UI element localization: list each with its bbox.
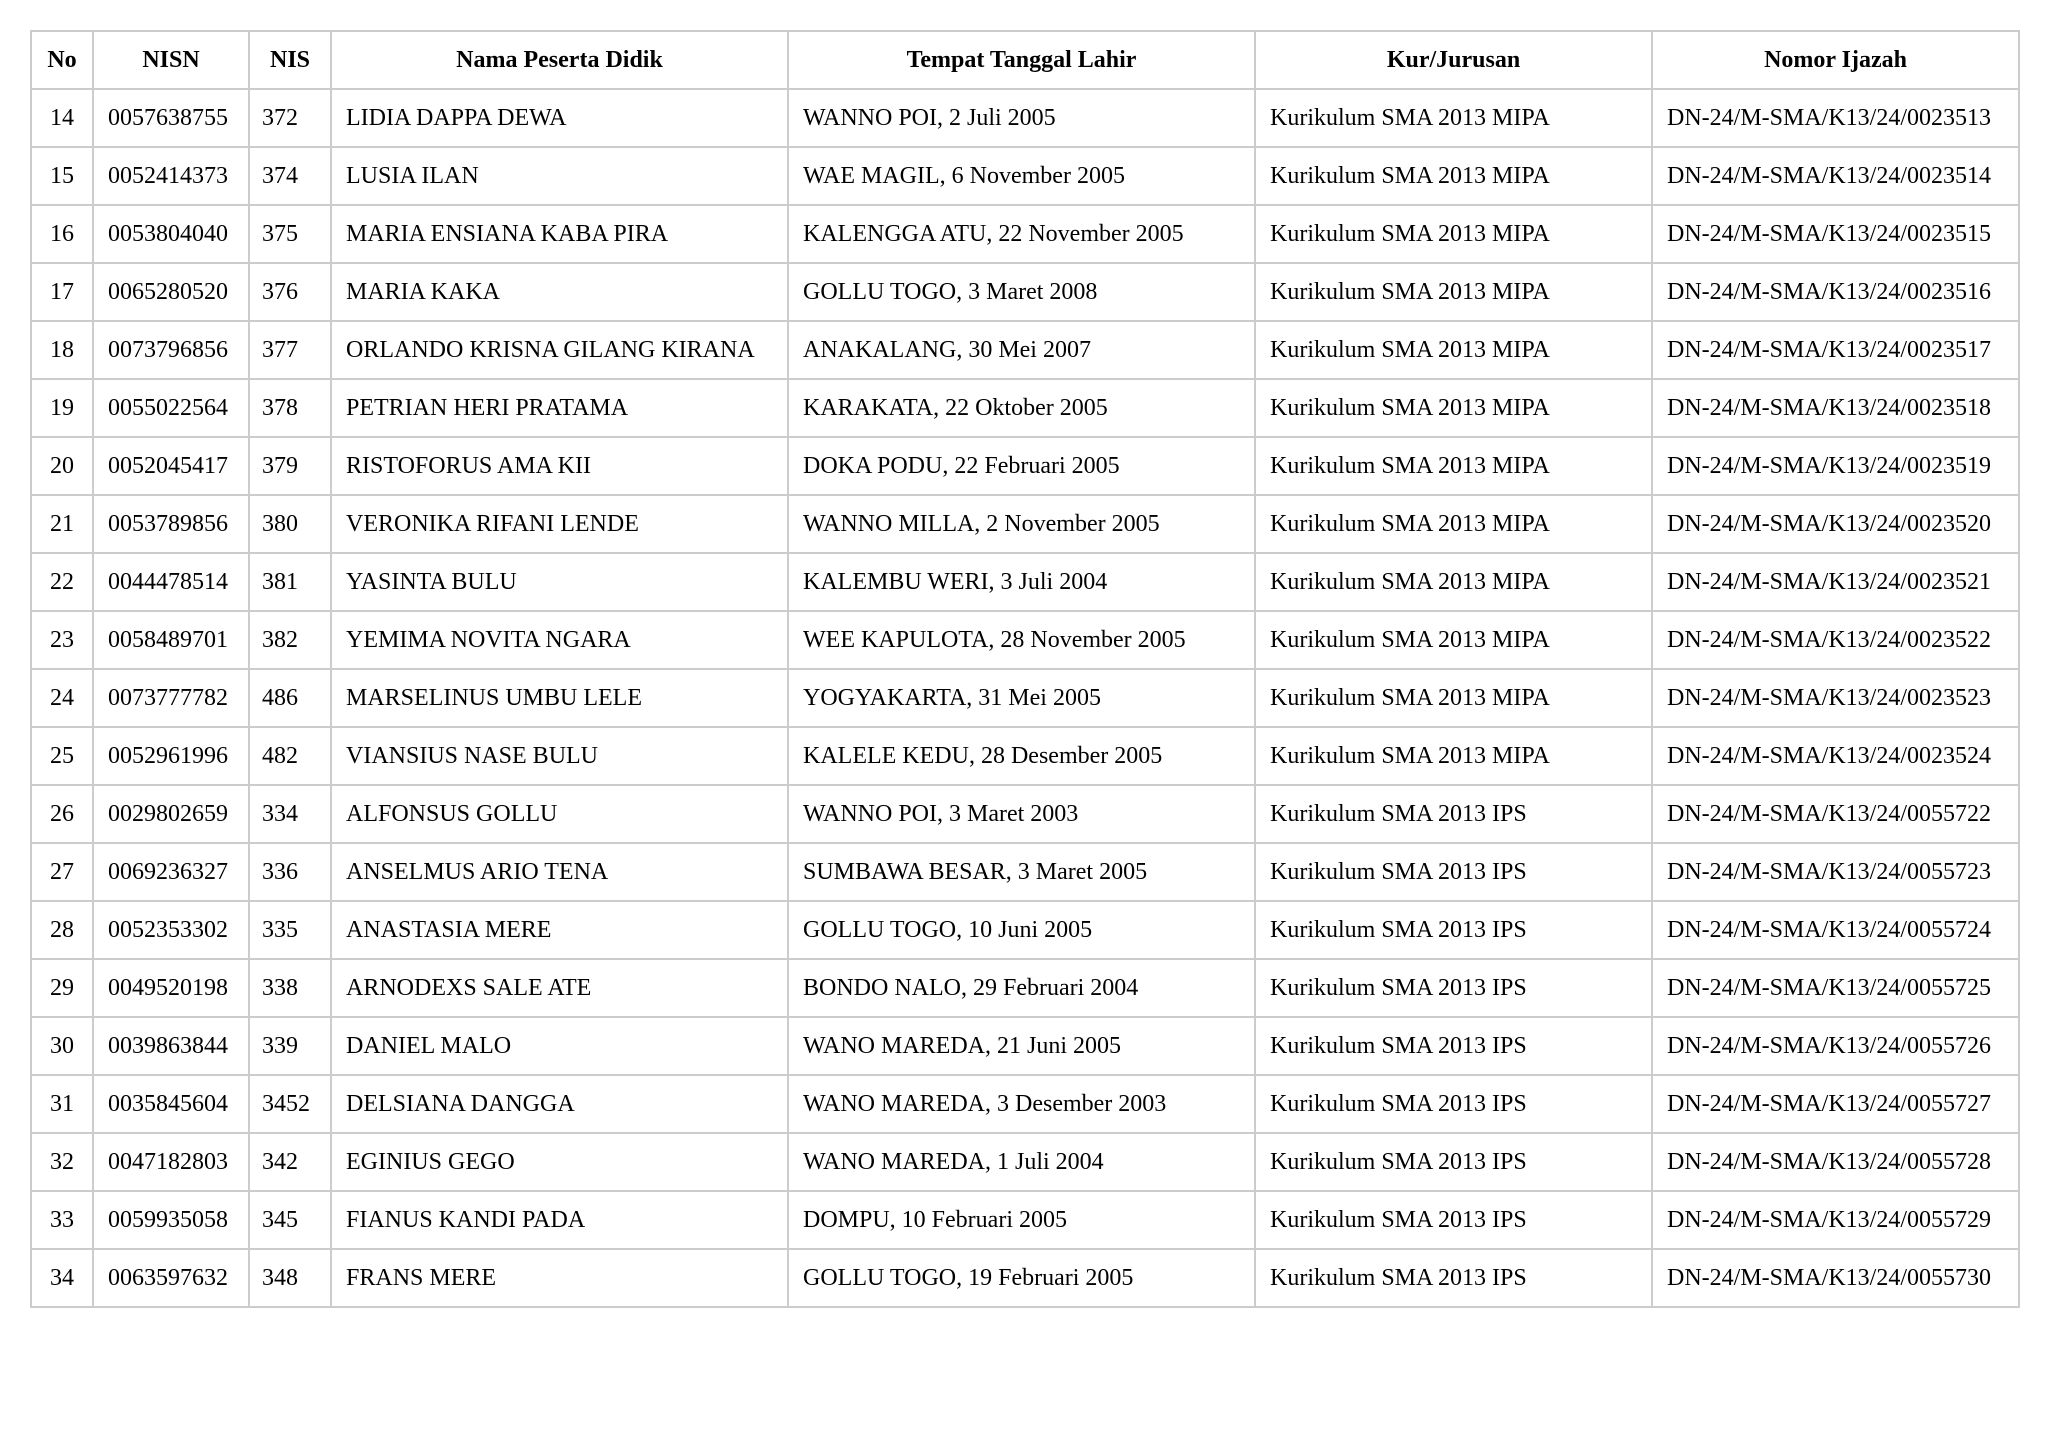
cell-nomor-ijazah: DN-24/M-SMA/K13/24/0055723 bbox=[1652, 843, 2019, 901]
cell-nis: 372 bbox=[249, 89, 331, 147]
cell-kur-jurusan: Kurikulum SMA 2013 MIPA bbox=[1255, 553, 1652, 611]
cell-no: 33 bbox=[31, 1191, 93, 1249]
cell-tempat-tanggal-lahir: GOLLU TOGO, 10 Juni 2005 bbox=[788, 901, 1255, 959]
table-row bbox=[31, 611, 2019, 669]
cell-nama: YEMIMA NOVITA NGARA bbox=[331, 611, 788, 669]
table-row bbox=[31, 843, 2019, 901]
cell-no: 25 bbox=[31, 727, 93, 785]
cell-no: 32 bbox=[31, 1133, 93, 1191]
table-row bbox=[31, 553, 2019, 611]
cell-nomor-ijazah: DN-24/M-SMA/K13/24/0023518 bbox=[1652, 379, 2019, 437]
table-row bbox=[31, 147, 2019, 205]
cell-no: 21 bbox=[31, 495, 93, 553]
cell-nomor-ijazah: DN-24/M-SMA/K13/24/0023519 bbox=[1652, 437, 2019, 495]
cell-nisn: 0073796856 bbox=[93, 321, 249, 379]
cell-no: 30 bbox=[31, 1017, 93, 1075]
table-row bbox=[31, 321, 2019, 379]
cell-tempat-tanggal-lahir: SUMBAWA BESAR, 3 Maret 2005 bbox=[788, 843, 1255, 901]
cell-nomor-ijazah: DN-24/M-SMA/K13/24/0023523 bbox=[1652, 669, 2019, 727]
student-table bbox=[30, 30, 2020, 1308]
header-nomor-ijazah: Nomor Ijazah bbox=[1652, 31, 2019, 89]
cell-tempat-tanggal-lahir: DOMPU, 10 Februari 2005 bbox=[788, 1191, 1255, 1249]
cell-nama: ANASTASIA MERE bbox=[331, 901, 788, 959]
cell-nis: 379 bbox=[249, 437, 331, 495]
cell-no: 17 bbox=[31, 263, 93, 321]
cell-nama: ORLANDO KRISNA GILANG KIRANA bbox=[331, 321, 788, 379]
cell-nama: ANSELMUS ARIO TENA bbox=[331, 843, 788, 901]
cell-nis: 335 bbox=[249, 901, 331, 959]
cell-nisn: 0069236327 bbox=[93, 843, 249, 901]
cell-no: 14 bbox=[31, 89, 93, 147]
cell-kur-jurusan: Kurikulum SMA 2013 IPS bbox=[1255, 1249, 1652, 1307]
cell-kur-jurusan: Kurikulum SMA 2013 MIPA bbox=[1255, 205, 1652, 263]
cell-nis: 374 bbox=[249, 147, 331, 205]
cell-nisn: 0049520198 bbox=[93, 959, 249, 1017]
cell-tempat-tanggal-lahir: DOKA PODU, 22 Februari 2005 bbox=[788, 437, 1255, 495]
cell-nisn: 0063597632 bbox=[93, 1249, 249, 1307]
cell-tempat-tanggal-lahir: WANO MAREDA, 1 Juli 2004 bbox=[788, 1133, 1255, 1191]
cell-nis: 378 bbox=[249, 379, 331, 437]
cell-nis: 338 bbox=[249, 959, 331, 1017]
header-nama-peserta-didik: Nama Peserta Didik bbox=[331, 31, 788, 89]
cell-no: 15 bbox=[31, 147, 93, 205]
cell-no: 29 bbox=[31, 959, 93, 1017]
table-row bbox=[31, 669, 2019, 727]
cell-nama: MARIA ENSIANA KABA PIRA bbox=[331, 205, 788, 263]
cell-nis: 342 bbox=[249, 1133, 331, 1191]
cell-nisn: 0059935058 bbox=[93, 1191, 249, 1249]
table-row bbox=[31, 1133, 2019, 1191]
table-row bbox=[31, 785, 2019, 843]
cell-nis: 339 bbox=[249, 1017, 331, 1075]
cell-tempat-tanggal-lahir: WANNO POI, 3 Maret 2003 bbox=[788, 785, 1255, 843]
cell-nama: FRANS MERE bbox=[331, 1249, 788, 1307]
cell-nis: 486 bbox=[249, 669, 331, 727]
cell-kur-jurusan: Kurikulum SMA 2013 MIPA bbox=[1255, 727, 1652, 785]
cell-tempat-tanggal-lahir: ANAKALANG, 30 Mei 2007 bbox=[788, 321, 1255, 379]
cell-kur-jurusan: Kurikulum SMA 2013 MIPA bbox=[1255, 611, 1652, 669]
cell-nomor-ijazah: DN-24/M-SMA/K13/24/0055724 bbox=[1652, 901, 2019, 959]
cell-nisn: 0073777782 bbox=[93, 669, 249, 727]
cell-tempat-tanggal-lahir: BONDO NALO, 29 Februari 2004 bbox=[788, 959, 1255, 1017]
cell-kur-jurusan: Kurikulum SMA 2013 MIPA bbox=[1255, 89, 1652, 147]
cell-kur-jurusan: Kurikulum SMA 2013 MIPA bbox=[1255, 379, 1652, 437]
cell-no: 24 bbox=[31, 669, 93, 727]
cell-kur-jurusan: Kurikulum SMA 2013 IPS bbox=[1255, 1191, 1652, 1249]
cell-nisn: 0053804040 bbox=[93, 205, 249, 263]
table-header bbox=[31, 31, 2019, 89]
cell-nama: EGINIUS GEGO bbox=[331, 1133, 788, 1191]
cell-nisn: 0058489701 bbox=[93, 611, 249, 669]
cell-nomor-ijazah: DN-24/M-SMA/K13/24/0055726 bbox=[1652, 1017, 2019, 1075]
cell-nis: 345 bbox=[249, 1191, 331, 1249]
cell-nomor-ijazah: DN-24/M-SMA/K13/24/0055730 bbox=[1652, 1249, 2019, 1307]
cell-nomor-ijazah: DN-24/M-SMA/K13/24/0023515 bbox=[1652, 205, 2019, 263]
table-row bbox=[31, 89, 2019, 147]
cell-nama: LUSIA ILAN bbox=[331, 147, 788, 205]
cell-nisn: 0065280520 bbox=[93, 263, 249, 321]
header-kur-jurusan: Kur/Jurusan bbox=[1255, 31, 1652, 89]
cell-nomor-ijazah: DN-24/M-SMA/K13/24/0055729 bbox=[1652, 1191, 2019, 1249]
cell-kur-jurusan: Kurikulum SMA 2013 IPS bbox=[1255, 901, 1652, 959]
cell-tempat-tanggal-lahir: KALEMBU WERI, 3 Juli 2004 bbox=[788, 553, 1255, 611]
cell-no: 28 bbox=[31, 901, 93, 959]
cell-nomor-ijazah: DN-24/M-SMA/K13/24/0023517 bbox=[1652, 321, 2019, 379]
cell-tempat-tanggal-lahir: WEE KAPULOTA, 28 November 2005 bbox=[788, 611, 1255, 669]
cell-nisn: 0044478514 bbox=[93, 553, 249, 611]
cell-nis: 3452 bbox=[249, 1075, 331, 1133]
table-row bbox=[31, 495, 2019, 553]
cell-nis: 382 bbox=[249, 611, 331, 669]
cell-nomor-ijazah: DN-24/M-SMA/K13/24/0023516 bbox=[1652, 263, 2019, 321]
cell-kur-jurusan: Kurikulum SMA 2013 IPS bbox=[1255, 785, 1652, 843]
cell-nama: FIANUS KANDI PADA bbox=[331, 1191, 788, 1249]
table-row bbox=[31, 1191, 2019, 1249]
header-nisn: NISN bbox=[93, 31, 249, 89]
cell-nisn: 0052414373 bbox=[93, 147, 249, 205]
table-row bbox=[31, 437, 2019, 495]
cell-no: 19 bbox=[31, 379, 93, 437]
cell-nisn: 0057638755 bbox=[93, 89, 249, 147]
cell-nis: 375 bbox=[249, 205, 331, 263]
cell-kur-jurusan: Kurikulum SMA 2013 MIPA bbox=[1255, 147, 1652, 205]
table-body bbox=[31, 89, 2019, 1307]
cell-kur-jurusan: Kurikulum SMA 2013 IPS bbox=[1255, 843, 1652, 901]
cell-nomor-ijazah: DN-24/M-SMA/K13/24/0055725 bbox=[1652, 959, 2019, 1017]
cell-nisn: 0052353302 bbox=[93, 901, 249, 959]
cell-no: 20 bbox=[31, 437, 93, 495]
cell-kur-jurusan: Kurikulum SMA 2013 MIPA bbox=[1255, 669, 1652, 727]
cell-tempat-tanggal-lahir: KALELE KEDU, 28 Desember 2005 bbox=[788, 727, 1255, 785]
table-row bbox=[31, 263, 2019, 321]
cell-nama: ARNODEXS SALE ATE bbox=[331, 959, 788, 1017]
cell-kur-jurusan: Kurikulum SMA 2013 MIPA bbox=[1255, 495, 1652, 553]
cell-nis: 377 bbox=[249, 321, 331, 379]
table-row bbox=[31, 1017, 2019, 1075]
cell-tempat-tanggal-lahir: WANNO MILLA, 2 November 2005 bbox=[788, 495, 1255, 553]
cell-no: 23 bbox=[31, 611, 93, 669]
cell-no: 26 bbox=[31, 785, 93, 843]
table-row bbox=[31, 727, 2019, 785]
cell-nama: ALFONSUS GOLLU bbox=[331, 785, 788, 843]
cell-nama: DANIEL MALO bbox=[331, 1017, 788, 1075]
cell-nama: DELSIANA DANGGA bbox=[331, 1075, 788, 1133]
cell-kur-jurusan: Kurikulum SMA 2013 IPS bbox=[1255, 959, 1652, 1017]
cell-nis: 348 bbox=[249, 1249, 331, 1307]
cell-kur-jurusan: Kurikulum SMA 2013 MIPA bbox=[1255, 437, 1652, 495]
cell-nomor-ijazah: DN-24/M-SMA/K13/24/0023514 bbox=[1652, 147, 2019, 205]
cell-no: 31 bbox=[31, 1075, 93, 1133]
table-row bbox=[31, 1075, 2019, 1133]
cell-nis: 336 bbox=[249, 843, 331, 901]
cell-nama: RISTOFORUS AMA KII bbox=[331, 437, 788, 495]
cell-nomor-ijazah: DN-24/M-SMA/K13/24/0023520 bbox=[1652, 495, 2019, 553]
cell-nama: LIDIA DAPPA DEWA bbox=[331, 89, 788, 147]
cell-nisn: 0052961996 bbox=[93, 727, 249, 785]
cell-nis: 380 bbox=[249, 495, 331, 553]
cell-nisn: 0039863844 bbox=[93, 1017, 249, 1075]
header-nis: NIS bbox=[249, 31, 331, 89]
cell-nama: MARIA KAKA bbox=[331, 263, 788, 321]
cell-nama: VERONIKA RIFANI LENDE bbox=[331, 495, 788, 553]
header-row bbox=[31, 31, 2019, 89]
cell-kur-jurusan: Kurikulum SMA 2013 IPS bbox=[1255, 1075, 1652, 1133]
cell-kur-jurusan: Kurikulum SMA 2013 IPS bbox=[1255, 1133, 1652, 1191]
cell-no: 34 bbox=[31, 1249, 93, 1307]
table-row bbox=[31, 901, 2019, 959]
cell-nisn: 0052045417 bbox=[93, 437, 249, 495]
cell-nis: 376 bbox=[249, 263, 331, 321]
cell-no: 16 bbox=[31, 205, 93, 263]
table-row bbox=[31, 959, 2019, 1017]
cell-tempat-tanggal-lahir: KALENGGA ATU, 22 November 2005 bbox=[788, 205, 1255, 263]
cell-tempat-tanggal-lahir: WANNO POI, 2 Juli 2005 bbox=[788, 89, 1255, 147]
table-row bbox=[31, 205, 2019, 263]
cell-nomor-ijazah: DN-24/M-SMA/K13/24/0023513 bbox=[1652, 89, 2019, 147]
cell-no: 27 bbox=[31, 843, 93, 901]
cell-nisn: 0029802659 bbox=[93, 785, 249, 843]
header-tempat-tanggal-lahir: Tempat Tanggal Lahir bbox=[788, 31, 1255, 89]
table-row bbox=[31, 1249, 2019, 1307]
cell-nomor-ijazah: DN-24/M-SMA/K13/24/0023524 bbox=[1652, 727, 2019, 785]
cell-nomor-ijazah: DN-24/M-SMA/K13/24/0055727 bbox=[1652, 1075, 2019, 1133]
cell-nama: YASINTA BULU bbox=[331, 553, 788, 611]
cell-tempat-tanggal-lahir: GOLLU TOGO, 3 Maret 2008 bbox=[788, 263, 1255, 321]
cell-nisn: 0047182803 bbox=[93, 1133, 249, 1191]
cell-kur-jurusan: Kurikulum SMA 2013 IPS bbox=[1255, 1017, 1652, 1075]
cell-no: 18 bbox=[31, 321, 93, 379]
cell-nama: PETRIAN HERI PRATAMA bbox=[331, 379, 788, 437]
cell-nisn: 0055022564 bbox=[93, 379, 249, 437]
cell-nama: VIANSIUS NASE BULU bbox=[331, 727, 788, 785]
cell-nis: 482 bbox=[249, 727, 331, 785]
cell-nomor-ijazah: DN-24/M-SMA/K13/24/0023522 bbox=[1652, 611, 2019, 669]
cell-nomor-ijazah: DN-24/M-SMA/K13/24/0023521 bbox=[1652, 553, 2019, 611]
cell-tempat-tanggal-lahir: KARAKATA, 22 Oktober 2005 bbox=[788, 379, 1255, 437]
cell-nisn: 0035845604 bbox=[93, 1075, 249, 1133]
cell-nis: 334 bbox=[249, 785, 331, 843]
cell-nomor-ijazah: DN-24/M-SMA/K13/24/0055728 bbox=[1652, 1133, 2019, 1191]
cell-nama: MARSELINUS UMBU LELE bbox=[331, 669, 788, 727]
cell-tempat-tanggal-lahir: GOLLU TOGO, 19 Februari 2005 bbox=[788, 1249, 1255, 1307]
cell-kur-jurusan: Kurikulum SMA 2013 MIPA bbox=[1255, 263, 1652, 321]
cell-no: 22 bbox=[31, 553, 93, 611]
header-no: No bbox=[31, 31, 93, 89]
cell-nis: 381 bbox=[249, 553, 331, 611]
cell-tempat-tanggal-lahir: WANO MAREDA, 3 Desember 2003 bbox=[788, 1075, 1255, 1133]
cell-tempat-tanggal-lahir: WANO MAREDA, 21 Juni 2005 bbox=[788, 1017, 1255, 1075]
cell-tempat-tanggal-lahir: WAE MAGIL, 6 November 2005 bbox=[788, 147, 1255, 205]
cell-tempat-tanggal-lahir: YOGYAKARTA, 31 Mei 2005 bbox=[788, 669, 1255, 727]
cell-kur-jurusan: Kurikulum SMA 2013 MIPA bbox=[1255, 321, 1652, 379]
cell-nomor-ijazah: DN-24/M-SMA/K13/24/0055722 bbox=[1652, 785, 2019, 843]
table-row bbox=[31, 379, 2019, 437]
cell-nisn: 0053789856 bbox=[93, 495, 249, 553]
